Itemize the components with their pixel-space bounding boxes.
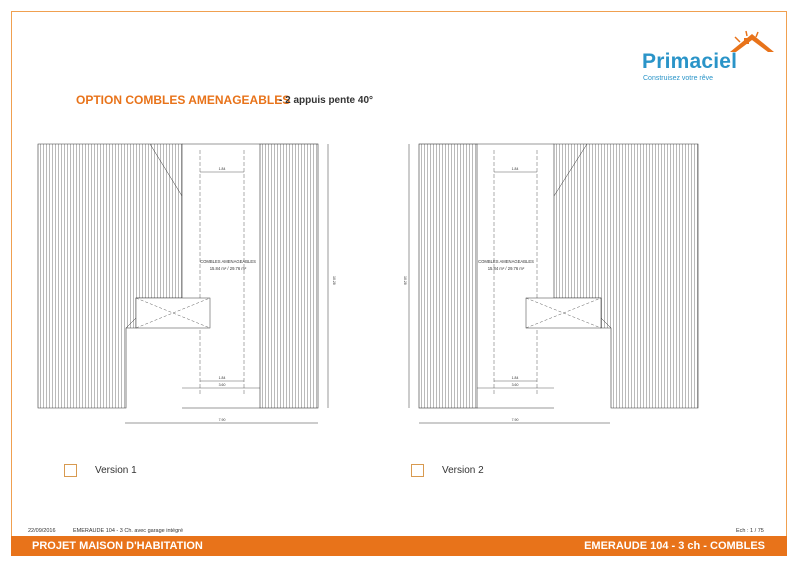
dim-top: 1.84: [218, 167, 226, 171]
page-title: OPTION COMBLES AMENAGEABLES: [76, 93, 291, 107]
plan-version-1: [38, 144, 336, 423]
page-subtitle: - 2 appuis pente 40°: [279, 95, 374, 106]
dim-inner: 1.84: [218, 376, 226, 380]
brand-tagline: Construisez votre rêve: [643, 75, 714, 82]
brand-name: Primaciel: [642, 50, 738, 73]
version-1-label: Version 1: [95, 465, 137, 476]
footer-date: 22/09/2016: [28, 528, 56, 534]
version-2-label: Version 2: [442, 465, 484, 476]
dim-height: 10.28: [332, 276, 336, 285]
footer-scale: Ech : 1 / 75: [736, 528, 764, 534]
room-area: 15.84 m² / 29.76 m²: [209, 266, 247, 271]
dim-height: 10.28: [403, 276, 407, 285]
room-label: COMBLES AMENAGEABLES: [200, 259, 256, 264]
dim-width: 7.90: [218, 418, 226, 422]
dim-top: 1.84: [511, 167, 519, 171]
dim-outer: 3.60: [511, 383, 519, 387]
dim-outer: 3.60: [218, 383, 226, 387]
version-1-checkbox[interactable]: [64, 464, 77, 477]
footer-banner-left: PROJET MAISON D'HABITATION: [32, 540, 203, 552]
plan-version-2: [403, 144, 698, 423]
version-2-checkbox[interactable]: [411, 464, 424, 477]
footer-banner-right: EMERAUDE 104 - 3 ch - COMBLES: [584, 540, 765, 552]
dim-width: 7.90: [511, 418, 519, 422]
room-area: 15.84 m² / 29.76 m²: [487, 266, 525, 271]
room-label: COMBLES AMENAGEABLES: [478, 259, 534, 264]
footer-project-line: EMERAUDE 104 - 3 Ch. avec garage intégré: [73, 528, 184, 534]
dim-inner: 1.84: [511, 376, 519, 380]
